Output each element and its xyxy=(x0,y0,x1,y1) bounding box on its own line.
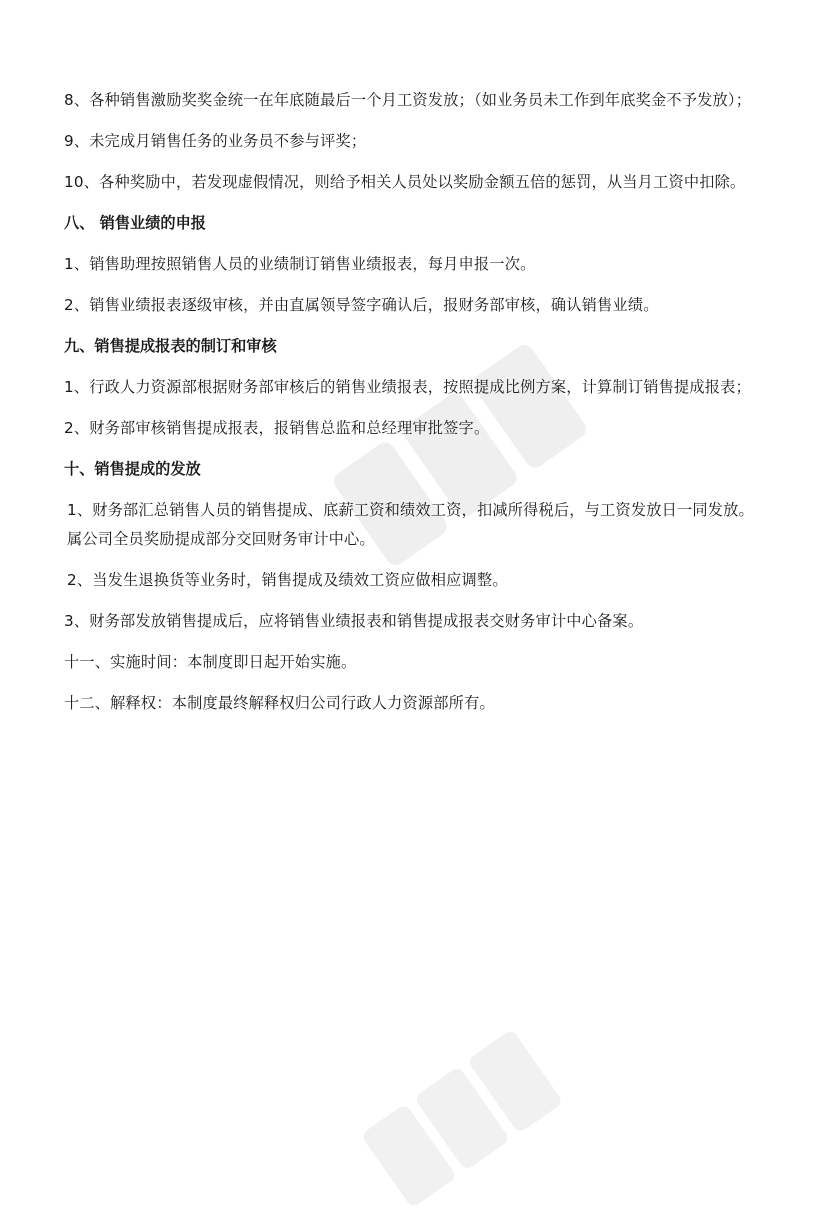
paragraph-interpretation: 十二、解释权：本制度最终解释权归公司行政人力资源部所有。 xyxy=(64,694,495,712)
paragraph-item-10: 10、各种奖励中，若发现虚假情况，则给予相关人员处以奖励金额五倍的惩罚，从当月工资中扣除。 xyxy=(64,173,746,191)
paragraph-commission-report-2: 2、财务部审核销售提成报表，报销售总监和总经理审批签字。 xyxy=(64,419,490,437)
paragraph-effective-date: 十一、实施时间：本制度即日起开始实施。 xyxy=(64,653,357,671)
paragraph-item-9: 9、未完成月销售任务的业务员不参与评奖； xyxy=(64,132,367,150)
document-body xyxy=(64,86,764,730)
section-heading-10: 十、销售提成的发放 xyxy=(64,460,201,478)
paragraph-payout-3: 3、财务部发放销售提成后，应将销售业绩报表和销售提成报表交财务审计中心备案。 xyxy=(64,612,644,630)
paragraph-report-1: 1、销售助理按照销售人员的业绩制订销售业绩报表，每月申报一次。 xyxy=(64,255,536,273)
paragraph-report-2: 2、销售业绩报表逐级审核，并由直属领导签字确认后，报财务部审核，确认销售业绩。 xyxy=(64,296,659,314)
paragraph-item-8: 8、各种销售激励奖奖金统一在年底随最后一个月工资发放；（如业务员未工作到年底奖金不予发放）； xyxy=(64,91,752,109)
watermark-logo-bottom xyxy=(344,1013,577,1226)
section-heading-8: 八、 销售业绩的申报 xyxy=(64,214,206,232)
section-heading-9: 九、销售提成报表的制订和审核 xyxy=(64,337,277,355)
paragraph-payout-1: 1、财务部汇总销售人员的销售提成、底薪工资和绩效工资，扣减所得税后，与工资发放日一同发放。属公司全员奖励提成部分交回财务审计中心。 xyxy=(67,501,754,548)
paragraph-payout-2: 2、当发生退换货等业务时，销售提成及绩效工资应做相应调整。 xyxy=(67,571,508,589)
paragraph-commission-report-1: 1、行政人力资源部根据财务部审核后的销售业绩报表，按照提成比例方案，计算制订销售提成报表； xyxy=(64,378,751,396)
